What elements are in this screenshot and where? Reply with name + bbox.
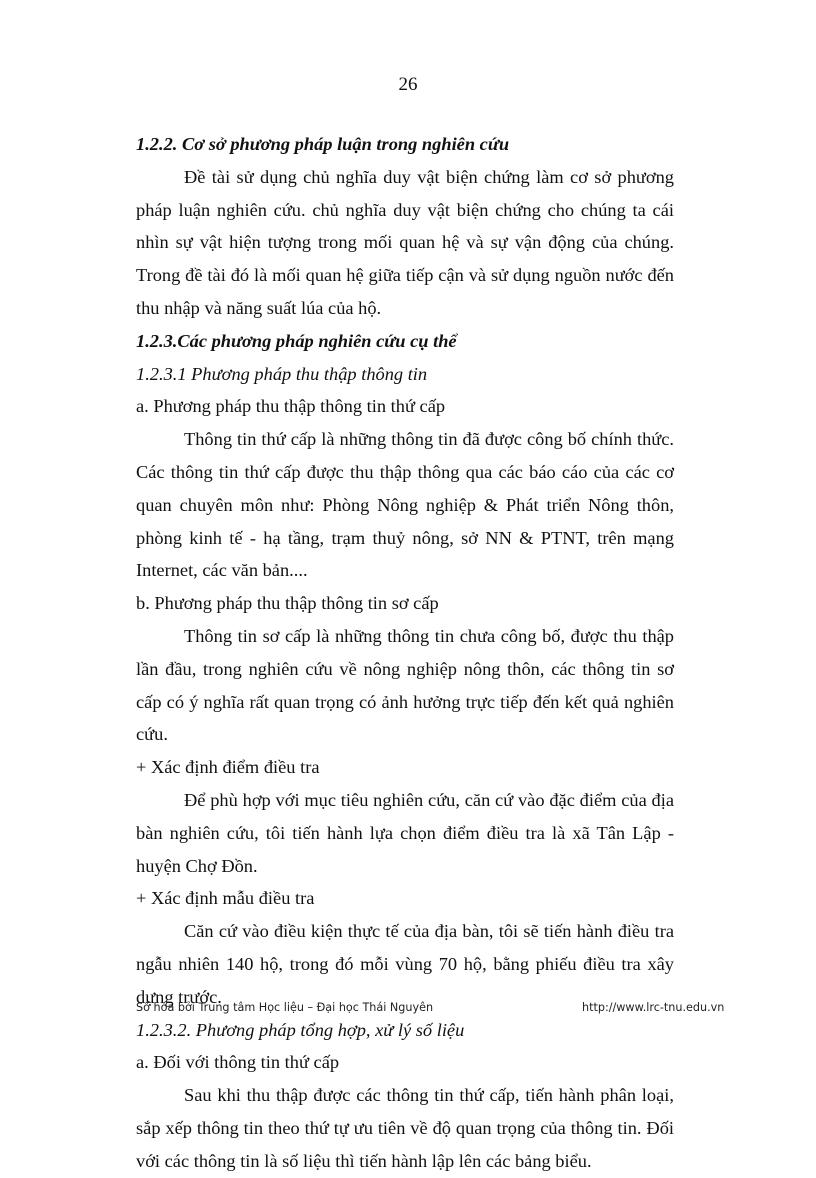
section-heading-1-2-3-2: 1.2.3.2. Phương pháp tổng hợp, xử lý số liệu — [136, 1019, 465, 1040]
page-footer — [136, 1001, 756, 1017]
section-heading-1-2-3: 1.2.3.Các phương pháp nghiên cứu cụ thể — [136, 330, 457, 351]
subheading-survey-sample: + Xác định mẫu điều tra — [136, 888, 315, 909]
section-heading-1-2-2: 1.2.2. Cơ sở phương pháp luận trong nghiên cứu — [136, 134, 510, 154]
page-number: 26 — [398, 74, 418, 95]
subheading-survey-site: + Xác định điểm điều tra — [136, 757, 320, 778]
section-heading-1-2-3-1: 1.2.3.1 Phương pháp thu thập thông tin — [136, 363, 428, 384]
paragraph-survey-site: Để phù hợp với mục tiêu nghiên cứu, căn cứ vào đặc điểm của địa bàn nghiên cứu, tôi tiến hành lựa chọn điểm điều tra là xã Tân Lập - huyện Chợ Đồn. — [136, 789, 674, 876]
paragraph-secondary-data: Thông tin thứ cấp là những thông tin đã được công bố chính thức. Các thông tin thứ cấp được thu thập thông qua các báo cáo của các cơ quan chuyên môn như: Phòng Nông nghiệp & Phát triển Nông thôn, phòng kinh tế - hạ tầng, trạm thuỷ nông, sở NN & PTNT, trên mạng Internet, các văn bản.... — [136, 429, 674, 581]
subheading-secondary-processing: a. Đối với thông tin thứ cấp — [136, 1052, 340, 1073]
paragraph-methodology: Đề tài sử dụng chủ nghĩa duy vật biện chứng làm cơ sở phương pháp luận nghiên cứu. chủ nghĩa duy vật biện chứng cho chúng ta cái nhìn sự vật hiện tượng trong mối quan hệ và sự vận động của chúng. Trong đề tài đó là mối quan hệ giữa tiếp cận và sử dụng nguồn nước đến thu nhập và năng suất lúa của hộ. — [136, 166, 674, 318]
subheading-primary-data: b. Phương pháp thu thập thông tin sơ cấp — [136, 593, 439, 614]
footer-url: http://www.lrc-tnu.edu.vn — [582, 1001, 725, 1014]
paragraph-primary-data: Thông tin sơ cấp là những thông tin chưa công bố, được thu thập lần đầu, trong nghiên cứu về nông nghiệp nông thôn, các thông tin sơ cấp có ý nghĩa rất quan trọng có ảnh hưởng trực tiếp đến kết quả nghiên cứu. — [136, 625, 674, 745]
footer-source: Số hóa bởi Trung tâm Học liệu – Đại học Thái Nguyên — [136, 1001, 434, 1014]
paragraph-survey-sample: Căn cứ vào điều kiện thực tế của địa bàn, tôi sẽ tiến hành điều tra ngẫu nhiên 140 hộ, trong đó mỗi vùng 70 hộ, bằng phiếu điều tra xây dựng trước. — [136, 921, 674, 1007]
subheading-secondary-data: a. Phương pháp thu thập thông tin thứ cấp — [136, 396, 446, 417]
document-body — [136, 128, 674, 1178]
paragraph-secondary-processing: Sau khi thu thập được các thông tin thứ cấp, tiến hành phân loại, sắp xếp thông tin theo thứ tự ưu tiên về độ quan trọng của thông tin. Đối với các thông tin là số liệu thì tiến hành lập lên các bảng biểu. — [136, 1085, 674, 1171]
